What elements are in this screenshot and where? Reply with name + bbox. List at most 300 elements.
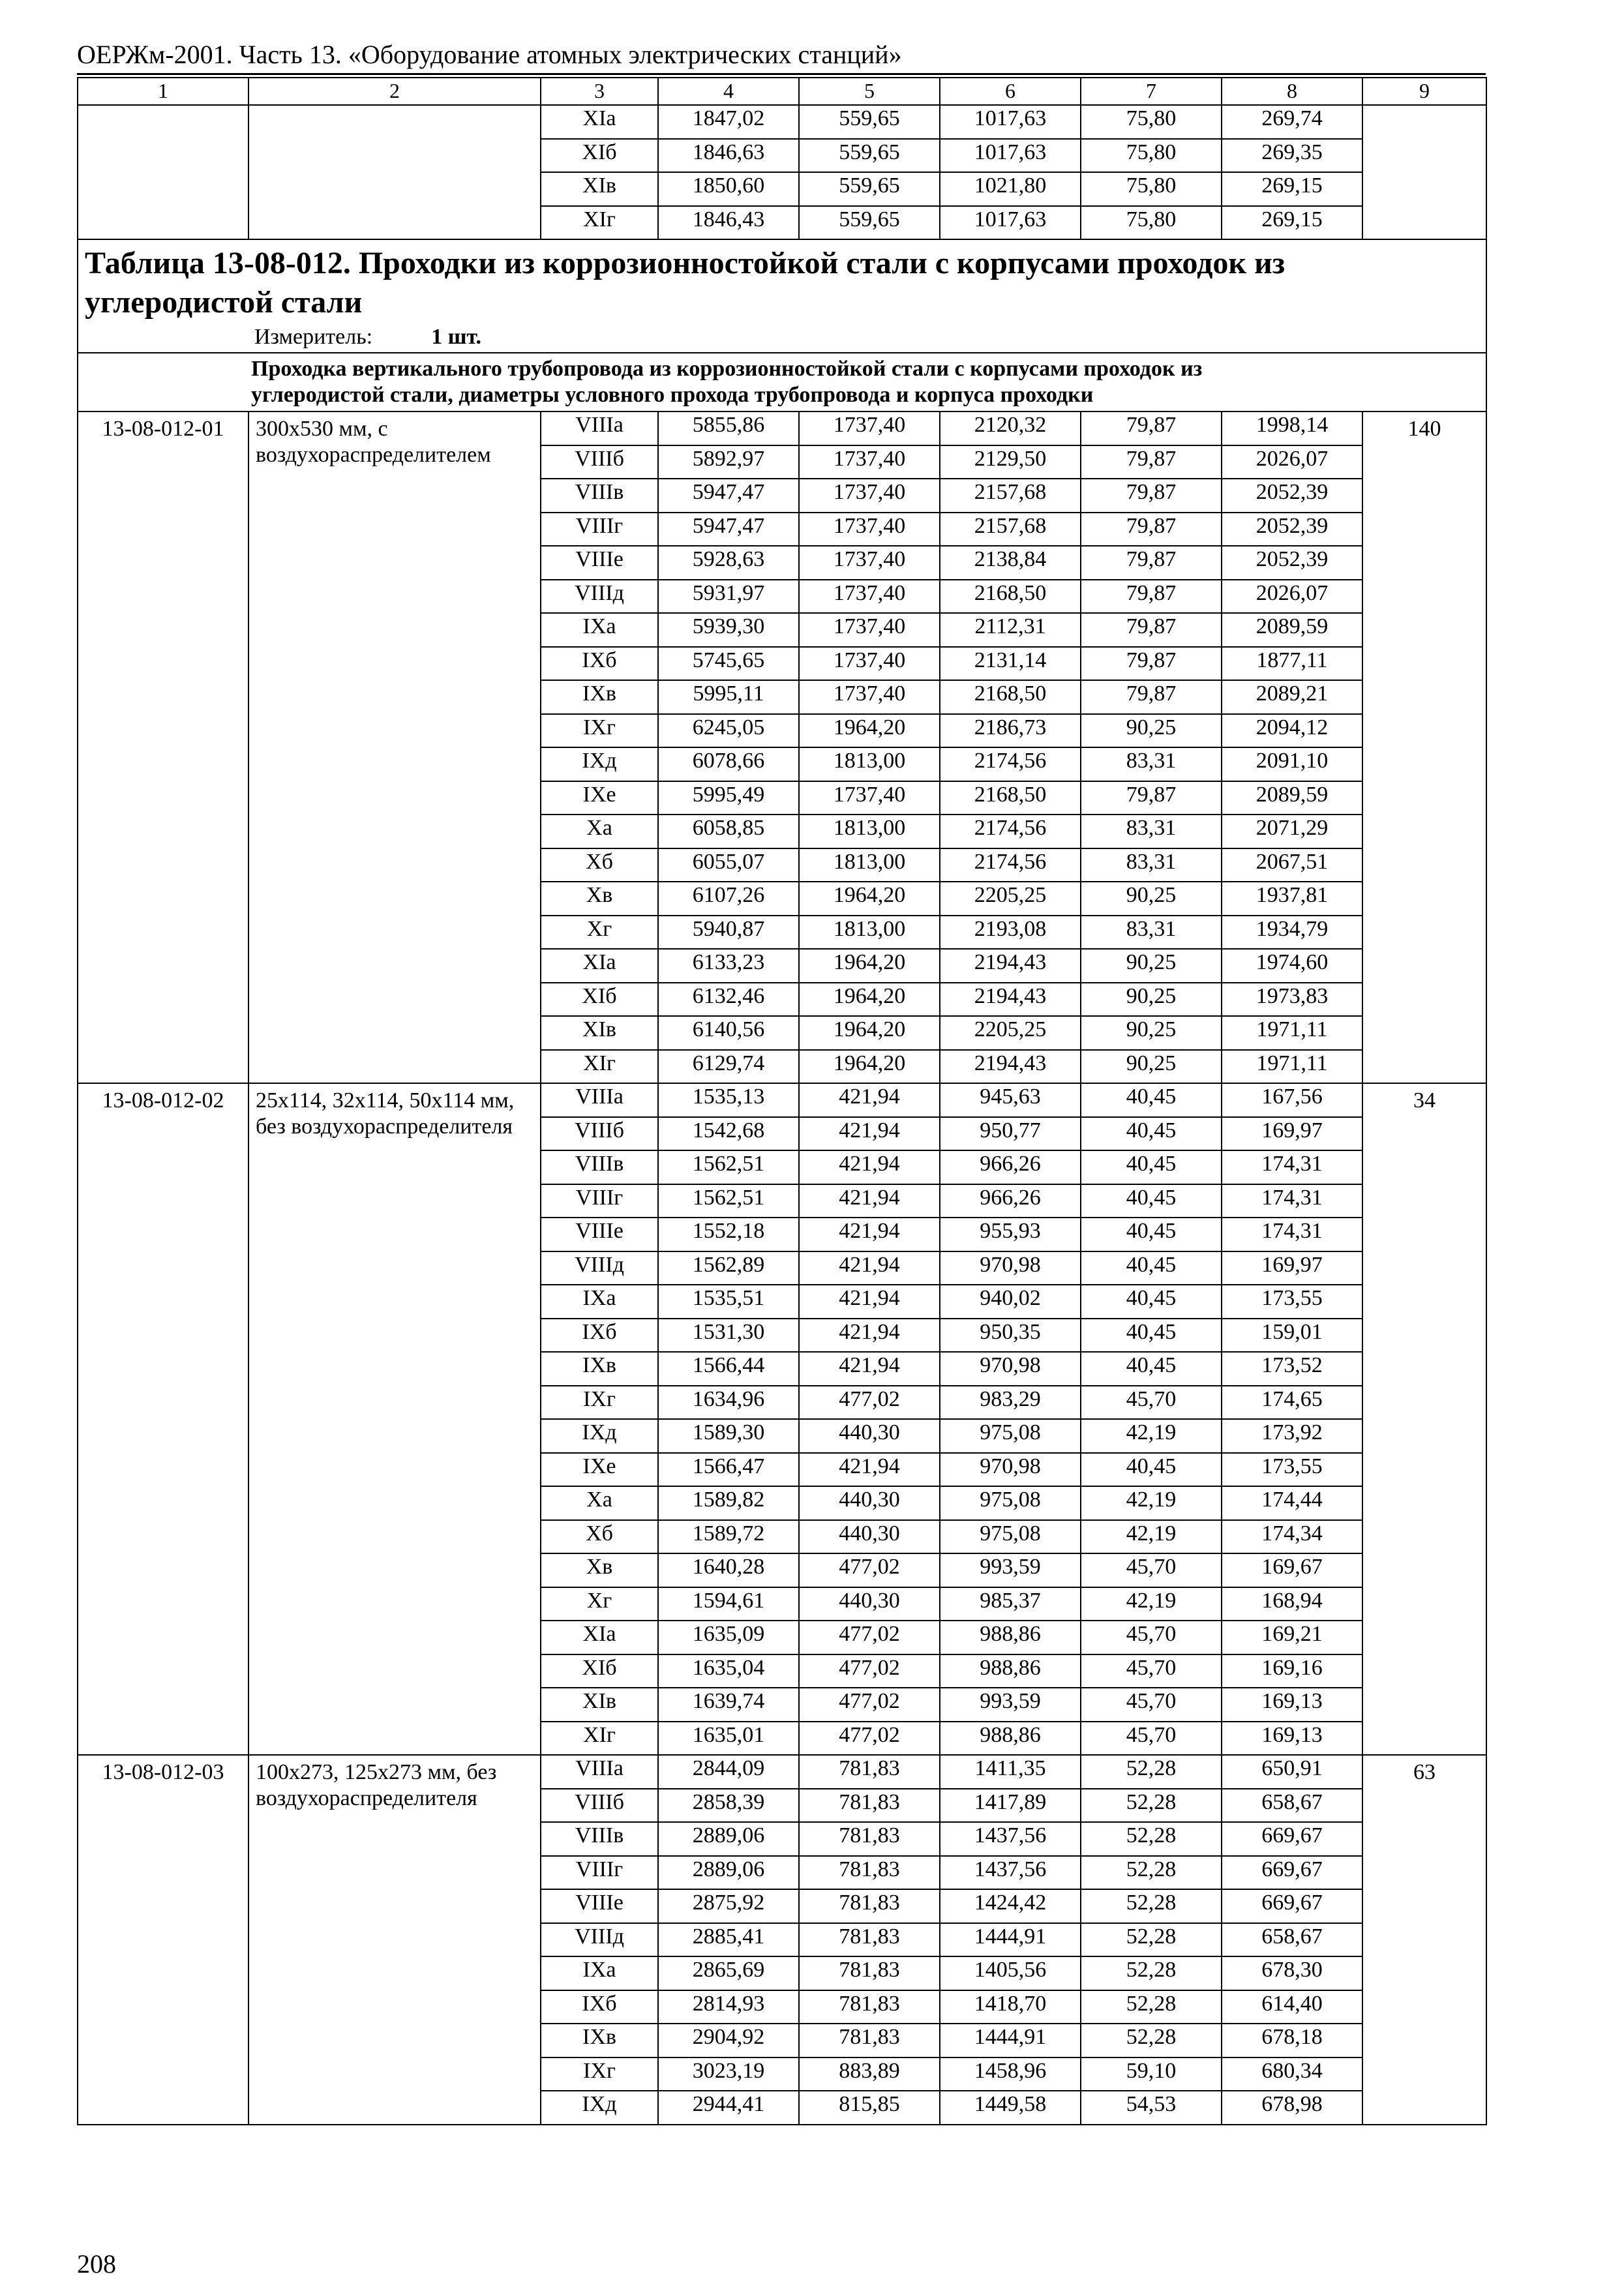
value-cell: 169,21 — [1222, 1621, 1362, 1654]
value-cell: 75,80 — [1081, 105, 1222, 139]
value-cell: 2944,41 — [658, 2091, 799, 2125]
value-cell: 1877,11 — [1222, 647, 1362, 681]
resource-class-cell: VIIIе — [541, 546, 658, 580]
value-cell: 1964,20 — [799, 1050, 940, 1084]
value-cell: 52,28 — [1081, 1990, 1222, 2024]
mark-cell — [1362, 105, 1486, 239]
value-cell: 79,87 — [1081, 411, 1222, 445]
value-cell: 2067,51 — [1222, 848, 1362, 882]
value-cell: 169,13 — [1222, 1688, 1362, 1722]
value-cell: 1964,20 — [799, 714, 940, 748]
measure-unit-label: Измеритель: — [254, 325, 373, 349]
value-cell: 658,67 — [1222, 1923, 1362, 1957]
value-cell: 781,83 — [799, 1856, 940, 1890]
value-cell: 1417,89 — [940, 1789, 1081, 1823]
rate-code-cell: 13-08-012-03 — [78, 1755, 248, 2125]
value-cell: 5947,47 — [658, 479, 799, 513]
value-cell: 1850,60 — [658, 172, 799, 206]
value-cell: 966,26 — [940, 1184, 1081, 1218]
value-cell: 2205,25 — [940, 882, 1081, 916]
value-cell: 159,01 — [1222, 1319, 1362, 1353]
value-cell: 2885,41 — [658, 1923, 799, 1957]
value-cell: 678,18 — [1222, 2024, 1362, 2057]
value-cell: 2168,50 — [940, 680, 1081, 714]
resource-class-cell: Xб — [541, 848, 658, 882]
value-cell: 477,02 — [799, 1688, 940, 1722]
value-cell: 90,25 — [1081, 949, 1222, 983]
value-cell: 75,80 — [1081, 172, 1222, 206]
value-cell: 1458,96 — [940, 2057, 1081, 2091]
mark-cell: 140 — [1362, 411, 1486, 1083]
value-cell: 680,34 — [1222, 2057, 1362, 2091]
value-cell: 45,70 — [1081, 1654, 1222, 1688]
value-cell: 2844,09 — [658, 1755, 799, 1789]
value-cell: 40,45 — [1081, 1352, 1222, 1386]
value-cell: 269,15 — [1222, 206, 1362, 240]
value-cell: 45,70 — [1081, 1553, 1222, 1587]
resource-class-cell: IXб — [541, 1319, 658, 1353]
value-cell: 75,80 — [1081, 206, 1222, 240]
value-cell: 2089,21 — [1222, 680, 1362, 714]
resource-class-cell: VIIIе — [541, 1889, 658, 1923]
resource-class-cell: VIIIв — [541, 1150, 658, 1184]
resource-class-cell: VIIIд — [541, 1923, 658, 1957]
value-cell: 477,02 — [799, 1621, 940, 1654]
resource-class-cell: XIв — [541, 172, 658, 206]
value-cell: 2174,56 — [940, 848, 1081, 882]
value-cell: 2186,73 — [940, 714, 1081, 748]
value-cell: 988,86 — [940, 1722, 1081, 1756]
value-cell: 781,83 — [799, 2024, 940, 2057]
rate-code-cell: 13-08-012-02 — [78, 1083, 248, 1755]
value-cell: 1937,81 — [1222, 882, 1362, 916]
value-cell: 975,08 — [940, 1486, 1081, 1520]
value-cell: 1737,40 — [799, 479, 940, 513]
value-cell: 421,94 — [799, 1319, 940, 1353]
resource-class-cell: IXд — [541, 747, 658, 781]
value-cell: 169,97 — [1222, 1251, 1362, 1285]
resource-class-cell: XIа — [541, 105, 658, 139]
resource-class-cell: VIIIе — [541, 1218, 658, 1251]
value-cell: 2858,39 — [658, 1789, 799, 1823]
table-body — [78, 78, 1486, 2125]
value-cell: 421,94 — [799, 1218, 940, 1251]
value-cell: 5939,30 — [658, 613, 799, 647]
resource-class-cell: IXб — [541, 647, 658, 681]
resource-class-cell: XIг — [541, 1050, 658, 1084]
value-cell: 2889,06 — [658, 1856, 799, 1890]
value-cell: 45,70 — [1081, 1386, 1222, 1420]
header-rule — [77, 73, 1486, 75]
value-cell: 421,94 — [799, 1352, 940, 1386]
table-row — [78, 105, 1486, 139]
value-cell: 614,40 — [1222, 1990, 1362, 2024]
value-cell: 1635,01 — [658, 1722, 799, 1756]
value-cell: 955,93 — [940, 1218, 1081, 1251]
subheading-row — [78, 353, 1486, 411]
value-cell: 421,94 — [799, 1251, 940, 1285]
value-cell: 6107,26 — [658, 882, 799, 916]
value-cell: 477,02 — [799, 1654, 940, 1688]
value-cell: 421,94 — [799, 1285, 940, 1319]
value-cell: 52,28 — [1081, 2024, 1222, 2057]
value-cell: 781,83 — [799, 1990, 940, 2024]
value-cell: 6129,74 — [658, 1050, 799, 1084]
value-cell: 1737,40 — [799, 613, 940, 647]
resource-class-cell: IXб — [541, 1990, 658, 2024]
value-cell: 1846,63 — [658, 139, 799, 173]
value-cell: 815,85 — [799, 2091, 940, 2125]
value-cell: 1542,68 — [658, 1117, 799, 1151]
value-cell: 1640,28 — [658, 1553, 799, 1587]
value-cell: 3023,19 — [658, 2057, 799, 2091]
value-cell: 2174,56 — [940, 815, 1081, 848]
value-cell: 45,70 — [1081, 1688, 1222, 1722]
resource-class-cell: VIIIг — [541, 1856, 658, 1890]
value-cell: 2071,29 — [1222, 815, 1362, 848]
value-cell: 6058,85 — [658, 815, 799, 848]
value-cell: 1444,91 — [940, 1923, 1081, 1957]
value-cell: 1964,20 — [799, 1016, 940, 1050]
measure-unit-value: 1 шт. — [431, 325, 482, 349]
value-cell: 52,28 — [1081, 1956, 1222, 1990]
value-cell: 169,67 — [1222, 1553, 1362, 1587]
value-cell: 421,94 — [799, 1083, 940, 1117]
value-cell: 269,74 — [1222, 105, 1362, 139]
resource-class-cell: IXе — [541, 781, 658, 815]
value-cell: 1405,56 — [940, 1956, 1081, 1990]
value-cell: 174,31 — [1222, 1150, 1362, 1184]
resource-class-cell: XIб — [541, 1654, 658, 1688]
value-cell: 5892,97 — [658, 445, 799, 479]
value-cell: 90,25 — [1081, 882, 1222, 916]
value-cell: 2193,08 — [940, 916, 1081, 950]
table-title-line: углеродистой стали — [85, 285, 363, 320]
value-cell: 1535,51 — [658, 1285, 799, 1319]
resource-class-cell: IXг — [541, 714, 658, 748]
table-row — [78, 1083, 1486, 1117]
value-cell: 2138,84 — [940, 546, 1081, 580]
value-cell: 40,45 — [1081, 1150, 1222, 1184]
value-cell: 1813,00 — [799, 848, 940, 882]
value-cell: 2026,07 — [1222, 445, 1362, 479]
resource-class-cell: IXд — [541, 1419, 658, 1453]
value-cell: 79,87 — [1081, 680, 1222, 714]
column-number: 9 — [1362, 78, 1486, 105]
value-cell: 83,31 — [1081, 848, 1222, 882]
value-cell: 970,98 — [940, 1251, 1081, 1285]
value-cell: 40,45 — [1081, 1251, 1222, 1285]
resource-class-cell: VIIIа — [541, 1755, 658, 1789]
resource-class-cell: VIIIб — [541, 1117, 658, 1151]
value-cell: 1531,30 — [658, 1319, 799, 1353]
value-cell: 42,19 — [1081, 1587, 1222, 1621]
value-cell: 5928,63 — [658, 546, 799, 580]
value-cell: 2205,25 — [940, 1016, 1081, 1050]
value-cell: 6245,05 — [658, 714, 799, 748]
resource-class-cell: IXг — [541, 1386, 658, 1420]
value-cell: 2865,69 — [658, 1956, 799, 1990]
value-cell: 1017,63 — [940, 105, 1081, 139]
value-cell: 90,25 — [1081, 1050, 1222, 1084]
resource-class-cell: IXа — [541, 613, 658, 647]
value-cell: 1737,40 — [799, 647, 940, 681]
value-cell: 40,45 — [1081, 1319, 1222, 1353]
column-number: 6 — [940, 78, 1081, 105]
table-row — [78, 1755, 1486, 1789]
value-cell: 45,70 — [1081, 1722, 1222, 1756]
value-cell: 1737,40 — [799, 580, 940, 614]
value-cell: 1813,00 — [799, 815, 940, 848]
resource-class-cell: IXа — [541, 1956, 658, 1990]
value-cell: 781,83 — [799, 1755, 940, 1789]
resource-class-cell: XIг — [541, 206, 658, 240]
value-cell: 269,15 — [1222, 172, 1362, 206]
value-cell: 2194,43 — [940, 1050, 1081, 1084]
value-cell: 477,02 — [799, 1722, 940, 1756]
value-cell: 1589,30 — [658, 1419, 799, 1453]
rate-description-cell: 100х273, 125х273 мм, без воздухораспределителя — [248, 1755, 541, 2125]
value-cell: 1589,72 — [658, 1520, 799, 1554]
resource-class-cell: IXв — [541, 2024, 658, 2057]
subheading-line: Проходка вертикального трубопровода из коррозионностойкой стали с корпусами проходок из — [251, 357, 1203, 381]
value-cell: 168,94 — [1222, 1587, 1362, 1621]
value-cell: 1847,02 — [658, 105, 799, 139]
value-cell: 83,31 — [1081, 747, 1222, 781]
table-row — [78, 411, 1486, 445]
value-cell: 40,45 — [1081, 1285, 1222, 1319]
value-cell: 1566,47 — [658, 1453, 799, 1487]
value-cell: 1424,42 — [940, 1889, 1081, 1923]
value-cell: 993,59 — [940, 1553, 1081, 1587]
value-cell: 650,91 — [1222, 1755, 1362, 1789]
resource-class-cell: XIб — [541, 139, 658, 173]
resource-class-cell: VIIIг — [541, 1184, 658, 1218]
value-cell: 970,98 — [940, 1352, 1081, 1386]
value-cell: 1634,96 — [658, 1386, 799, 1420]
value-cell: 2174,56 — [940, 747, 1081, 781]
resource-class-cell: Xа — [541, 1486, 658, 1520]
value-cell: 966,26 — [940, 1150, 1081, 1184]
value-cell: 993,59 — [940, 1688, 1081, 1722]
resource-class-cell: XIб — [541, 983, 658, 1017]
table-title — [78, 239, 1486, 353]
value-cell: 40,45 — [1081, 1083, 1222, 1117]
value-cell: 1737,40 — [799, 781, 940, 815]
value-cell: 669,67 — [1222, 1856, 1362, 1890]
value-cell: 79,87 — [1081, 580, 1222, 614]
value-cell: 440,30 — [799, 1520, 940, 1554]
value-cell: 440,30 — [799, 1486, 940, 1520]
value-cell: 2052,39 — [1222, 479, 1362, 513]
value-cell: 781,83 — [799, 1923, 940, 1957]
value-cell: 2889,06 — [658, 1822, 799, 1856]
value-cell: 1562,51 — [658, 1150, 799, 1184]
value-cell: 440,30 — [799, 1419, 940, 1453]
value-cell: 2157,68 — [940, 513, 1081, 546]
value-cell: 559,65 — [799, 105, 940, 139]
value-cell: 669,67 — [1222, 1822, 1362, 1856]
value-cell: 1639,74 — [658, 1688, 799, 1722]
value-cell: 169,97 — [1222, 1117, 1362, 1151]
value-cell: 658,67 — [1222, 1789, 1362, 1823]
resource-class-cell: VIIIв — [541, 1822, 658, 1856]
value-cell: 1449,58 — [940, 2091, 1081, 2125]
value-cell: 1444,91 — [940, 2024, 1081, 2057]
value-cell: 1973,83 — [1222, 983, 1362, 1017]
value-cell: 79,87 — [1081, 479, 1222, 513]
value-cell: 79,87 — [1081, 513, 1222, 546]
value-cell: 421,94 — [799, 1150, 940, 1184]
resource-class-cell: XIв — [541, 1688, 658, 1722]
value-cell: 59,10 — [1081, 2057, 1222, 2091]
resource-class-cell: XIг — [541, 1722, 658, 1756]
value-cell: 2091,10 — [1222, 747, 1362, 781]
value-cell: 781,83 — [799, 1889, 940, 1923]
value-cell: 559,65 — [799, 206, 940, 240]
value-cell: 421,94 — [799, 1453, 940, 1487]
resource-class-cell: VIIIг — [541, 513, 658, 546]
value-cell: 75,80 — [1081, 139, 1222, 173]
value-cell: 79,87 — [1081, 546, 1222, 580]
column-number: 4 — [658, 78, 799, 105]
resource-class-cell: VIIIа — [541, 1083, 658, 1117]
value-cell: 669,67 — [1222, 1889, 1362, 1923]
rate-code-cell: 13-08-012-01 — [78, 411, 248, 1083]
value-cell: 1971,11 — [1222, 1050, 1362, 1084]
value-cell: 421,94 — [799, 1184, 940, 1218]
value-cell: 174,44 — [1222, 1486, 1362, 1520]
value-cell: 2157,68 — [940, 479, 1081, 513]
value-cell: 5931,97 — [658, 580, 799, 614]
description-cell — [248, 105, 541, 239]
column-number: 3 — [541, 78, 658, 105]
value-cell: 940,02 — [940, 1285, 1081, 1319]
value-cell: 781,83 — [799, 1822, 940, 1856]
value-cell: 1737,40 — [799, 546, 940, 580]
value-cell: 5940,87 — [658, 916, 799, 950]
value-cell: 2052,39 — [1222, 546, 1362, 580]
value-cell: 988,86 — [940, 1654, 1081, 1688]
value-cell: 1737,40 — [799, 445, 940, 479]
value-cell: 45,70 — [1081, 1621, 1222, 1654]
value-cell: 2026,07 — [1222, 580, 1362, 614]
rate-description-cell: 25х114, 32х114, 50х114 мм, без воздухораспределителя — [248, 1083, 541, 1755]
value-cell: 945,63 — [940, 1083, 1081, 1117]
value-cell: 2094,12 — [1222, 714, 1362, 748]
value-cell: 1594,61 — [658, 1587, 799, 1621]
value-cell: 477,02 — [799, 1386, 940, 1420]
value-cell: 2814,93 — [658, 1990, 799, 2024]
value-cell: 173,52 — [1222, 1352, 1362, 1386]
value-cell: 1021,80 — [940, 172, 1081, 206]
value-cell: 2089,59 — [1222, 613, 1362, 647]
mark-cell: 63 — [1362, 1755, 1486, 2125]
resource-class-cell: Xб — [541, 1520, 658, 1554]
resource-class-cell: XIв — [541, 1016, 658, 1050]
value-cell: 1971,11 — [1222, 1016, 1362, 1050]
value-cell: 2168,50 — [940, 781, 1081, 815]
value-cell: 1964,20 — [799, 949, 940, 983]
value-cell: 83,31 — [1081, 815, 1222, 848]
column-number: 8 — [1222, 78, 1362, 105]
value-cell: 559,65 — [799, 139, 940, 173]
value-cell: 2904,92 — [658, 2024, 799, 2057]
value-cell: 985,37 — [940, 1587, 1081, 1621]
value-cell: 1964,20 — [799, 882, 940, 916]
value-cell: 174,31 — [1222, 1184, 1362, 1218]
value-cell: 1562,51 — [658, 1184, 799, 1218]
value-cell: 40,45 — [1081, 1218, 1222, 1251]
value-cell: 975,08 — [940, 1419, 1081, 1453]
value-cell: 2194,43 — [940, 949, 1081, 983]
value-cell: 6133,23 — [658, 949, 799, 983]
value-cell: 2089,59 — [1222, 781, 1362, 815]
value-cell: 174,34 — [1222, 1520, 1362, 1554]
value-cell: 988,86 — [940, 1621, 1081, 1654]
value-cell: 950,77 — [940, 1117, 1081, 1151]
value-cell: 678,30 — [1222, 1956, 1362, 1990]
value-cell: 40,45 — [1081, 1117, 1222, 1151]
value-cell: 975,08 — [940, 1520, 1081, 1554]
resource-class-cell: IXа — [541, 1285, 658, 1319]
value-cell: 79,87 — [1081, 781, 1222, 815]
table-title-row — [78, 239, 1486, 353]
value-cell: 2875,92 — [658, 1889, 799, 1923]
resource-class-cell: Xг — [541, 916, 658, 950]
value-cell: 40,45 — [1081, 1453, 1222, 1487]
value-cell: 42,19 — [1081, 1486, 1222, 1520]
value-cell: 83,31 — [1081, 916, 1222, 950]
value-cell: 950,35 — [940, 1319, 1081, 1353]
resource-class-cell: VIIIа — [541, 411, 658, 445]
value-cell: 1562,89 — [658, 1251, 799, 1285]
value-cell: 5995,49 — [658, 781, 799, 815]
value-cell: 678,98 — [1222, 2091, 1362, 2125]
value-cell: 781,83 — [799, 1956, 940, 1990]
value-cell: 1437,56 — [940, 1822, 1081, 1856]
resource-class-cell: IXв — [541, 1352, 658, 1386]
resource-class-cell: Xа — [541, 815, 658, 848]
value-cell: 2168,50 — [940, 580, 1081, 614]
value-cell: 5745,65 — [658, 647, 799, 681]
value-cell: 1635,09 — [658, 1621, 799, 1654]
resource-class-cell: IXд — [541, 2091, 658, 2125]
value-cell: 1737,40 — [799, 680, 940, 714]
value-cell: 1813,00 — [799, 916, 940, 950]
value-cell: 1813,00 — [799, 747, 940, 781]
value-cell: 52,28 — [1081, 1755, 1222, 1789]
value-cell: 2194,43 — [940, 983, 1081, 1017]
value-cell: 2052,39 — [1222, 513, 1362, 546]
resource-class-cell: Xв — [541, 1553, 658, 1587]
value-cell: 2129,50 — [940, 445, 1081, 479]
value-cell: 169,13 — [1222, 1722, 1362, 1756]
subheading — [78, 353, 1486, 411]
value-cell: 173,55 — [1222, 1453, 1362, 1487]
value-cell: 883,89 — [799, 2057, 940, 2091]
value-cell: 970,98 — [940, 1453, 1081, 1487]
resource-class-cell: VIIIд — [541, 1251, 658, 1285]
value-cell: 5947,47 — [658, 513, 799, 546]
resource-class-cell: XIа — [541, 1621, 658, 1654]
value-cell: 559,65 — [799, 172, 940, 206]
value-cell: 1017,63 — [940, 139, 1081, 173]
column-number-row — [78, 78, 1486, 105]
rates-table — [77, 77, 1487, 2125]
value-cell: 42,19 — [1081, 1419, 1222, 1453]
resource-class-cell: IXв — [541, 680, 658, 714]
